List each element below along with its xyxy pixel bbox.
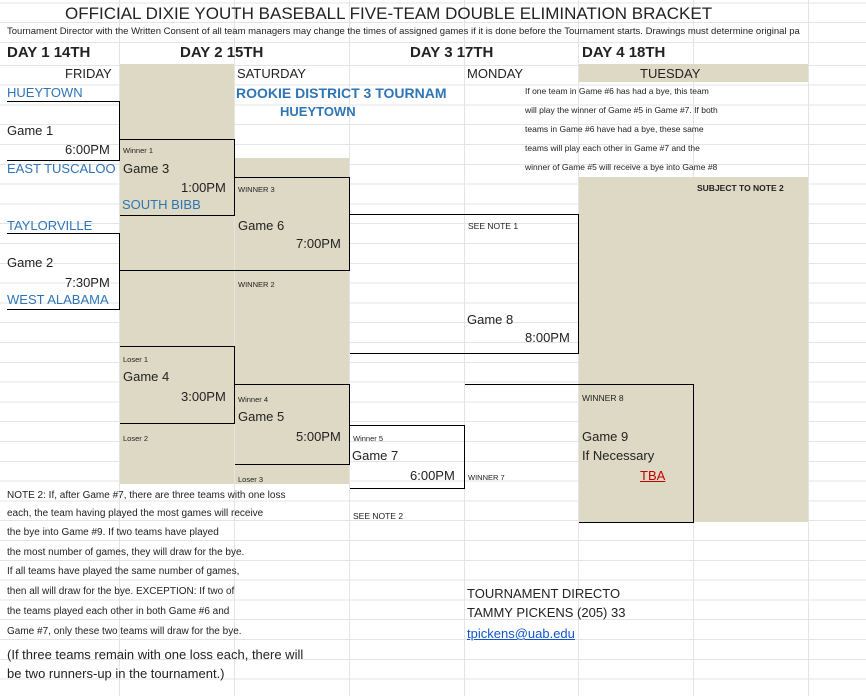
game3-label: Game 3 bbox=[123, 161, 170, 176]
game8-time: 8:00PM bbox=[525, 330, 570, 345]
page-subtitle: Tournament Director with the Written Consent of all team managers may change the times of assigned games if it is done before the Tournament starts. Drawings must determine original pa bbox=[7, 26, 800, 37]
director-name-phone: TAMMY PICKENS (205) 33 bbox=[467, 605, 626, 620]
note2-line7: the teams played each other in both Game #6 and bbox=[7, 606, 230, 617]
game8-label: Game 8 bbox=[467, 312, 514, 327]
note2-line3: the bye into Game #9. If two teams have played bbox=[7, 527, 219, 538]
winner7-label: WINNER 7 bbox=[468, 473, 505, 482]
game7-label: Game 7 bbox=[352, 448, 399, 463]
director-title: TOURNAMENT DIRECTO bbox=[467, 586, 621, 601]
day3-weekday: MONDAY bbox=[467, 66, 524, 81]
game2-time: 7:30PM bbox=[65, 275, 110, 290]
winner3-label: WINNER 3 bbox=[238, 185, 275, 194]
day1-weekday: FRIDAY bbox=[65, 66, 112, 81]
game4-label: Game 4 bbox=[123, 369, 170, 384]
game2-label: Game 2 bbox=[7, 255, 54, 270]
note1-line2: will play the winner of Game #5 in Game #7. If both bbox=[525, 105, 718, 115]
note1-line5: winner of Game #5 will receive a bye into Game #8 bbox=[525, 162, 718, 172]
note1-line3: teams in Game #6 have had a bye, these same bbox=[525, 124, 704, 134]
game9-time: TBA bbox=[640, 468, 666, 483]
subject-note2-label: SUBJECT TO NOTE 2 bbox=[697, 183, 784, 193]
game9-sub: If Necessary bbox=[582, 448, 655, 463]
game5-label: Game 5 bbox=[238, 409, 285, 424]
winner2-label: WINNER 2 bbox=[238, 280, 275, 289]
game6-label: Game 6 bbox=[238, 218, 285, 233]
day3-header: DAY 3 17TH bbox=[410, 44, 494, 61]
day4-weekday: TUESDAY bbox=[640, 66, 701, 81]
note3-line2: be two runners-up in the tournament.) bbox=[7, 666, 225, 681]
team-east-tuscaloosa: EAST TUSCALOO bbox=[7, 162, 116, 175]
game6-time: 7:00PM bbox=[296, 236, 341, 251]
team-taylorville: TAYLORVILLE bbox=[7, 218, 93, 233]
game3-time: 1:00PM bbox=[181, 180, 226, 195]
tournament-name: ROOKIE DISTRICT 3 TOURNAM bbox=[236, 85, 447, 101]
page-title: OFFICIAL DIXIE YOUTH BASEBALL FIVE-TEAM DOUBLE ELIMINATION BRACKET bbox=[65, 4, 713, 23]
see-note2-label: SEE NOTE 2 bbox=[353, 511, 404, 521]
note2-line1: NOTE 2: If, after Game #7, there are three teams with one loss bbox=[7, 490, 286, 501]
note2-line6: then all will draw for the bye. EXCEPTION: If two of bbox=[7, 586, 235, 597]
loser1-label: Loser 1 bbox=[123, 355, 149, 364]
winner8-label: WINNER 8 bbox=[582, 393, 624, 403]
team-hueytown: HUEYTOWN bbox=[7, 85, 83, 100]
game5-time: 5:00PM bbox=[296, 429, 341, 444]
note1-line4: teams will play each other in Game #7 and the bbox=[525, 143, 700, 153]
note1-line1: If one team in Game #6 has had a bye, this team bbox=[525, 86, 709, 96]
day2-header: DAY 2 15TH bbox=[180, 44, 264, 61]
game9-label: Game 9 bbox=[582, 429, 629, 444]
tournament-location: HUEYTOWN bbox=[280, 104, 356, 119]
day2-weekday: SATURDAY bbox=[237, 66, 306, 81]
winner4-label: Winner 4 bbox=[238, 395, 269, 404]
game4-time: 3:00PM bbox=[181, 389, 226, 404]
winner1-label: Winner 1 bbox=[123, 146, 154, 155]
day4-header: DAY 4 18TH bbox=[582, 44, 666, 61]
note2-line2: each, the team having played the most games will receive bbox=[7, 508, 264, 519]
see-note1-label: SEE NOTE 1 bbox=[468, 221, 519, 231]
note2-line4: the most number of games, they will draw for the bye. bbox=[7, 547, 245, 558]
director-email-link[interactable]: tpickens@uab.edu bbox=[467, 626, 575, 641]
game1-label: Game 1 bbox=[7, 123, 54, 138]
note2-line8: Game #7, only these two teams will draw for the bye. bbox=[7, 626, 242, 637]
shade-col-b bbox=[120, 64, 234, 484]
loser3-label: Loser 3 bbox=[238, 475, 264, 484]
team-west-alabama: WEST ALABAMA bbox=[7, 292, 109, 307]
team-south-bibb: SOUTH BIBB bbox=[122, 197, 201, 212]
game7-time: 6:00PM bbox=[410, 468, 455, 483]
game1-time: 6:00PM bbox=[65, 142, 110, 157]
loser2-label: Loser 2 bbox=[123, 434, 149, 443]
note3-line1: (If three teams remain with one loss each, there will bbox=[7, 647, 304, 662]
day1-header: DAY 1 14TH bbox=[7, 44, 91, 61]
winner5-label: Winner 5 bbox=[353, 434, 384, 443]
note2-line5: If all teams have played the same number of games, bbox=[7, 566, 240, 577]
